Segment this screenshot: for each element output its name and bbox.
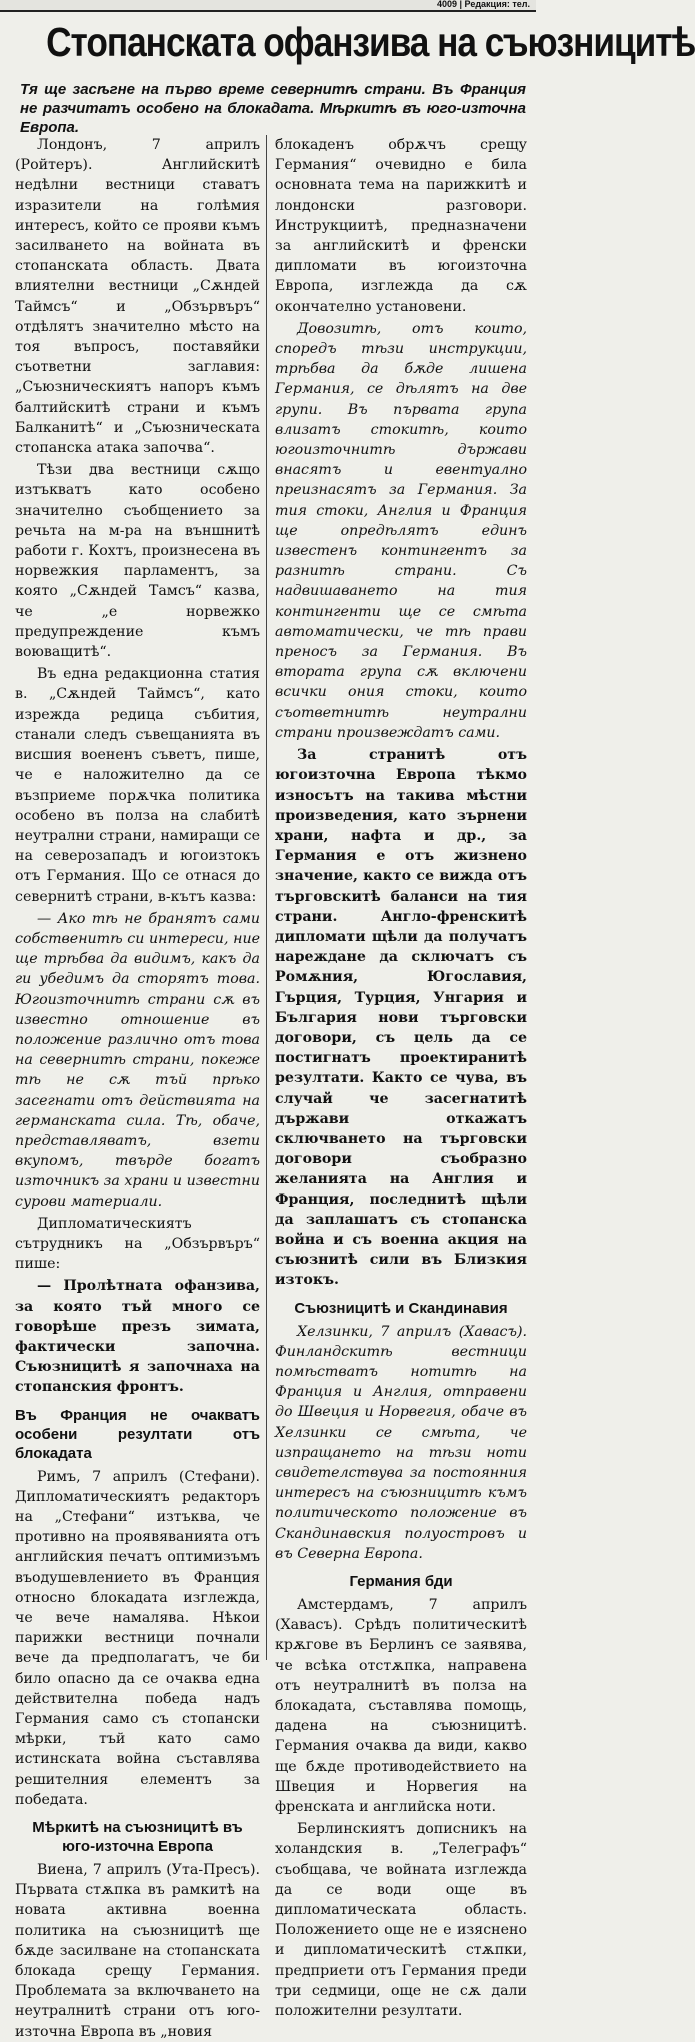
article-paragraph: Римъ, 7 априлъ (Стефани). Дипломатическиятъ редакторъ на „Стефани“ изтъква, че противно на проявяванията отъ английския печатъ оптимизъмъ въодушевлението въ Франция относно блокадата изглежда, че вече намалява. Нѣкои парижки вестници почнали вече да предполагатъ, че би било опасно да се очаква една действителна победа надъ Германия само съ стопански мѣрки, тъй като само истинската война съставлява решителния елементъ за победата. — [15, 1468, 260, 1808]
subheadline: Тя ще засѣгне на първо време севернитѣ страни. Въ Франция не разчитатъ особено на блокадата. Мѣркитѣ въ юго-източна Европа. — [20, 81, 526, 136]
article-quote: — Пролѣтната офанзива, за която тъй много се говорѣше презъ зимата, фактически започна. Съюзницитѣ я започнаха на стопанския фронтъ. — [15, 1278, 260, 1396]
section-heading: Съюзницитѣ и Скандинавия — [294, 1299, 508, 1317]
section-heading: Германия бди — [349, 1573, 453, 1591]
article-paragraph: Амстердамъ, 7 априлъ (Хавасъ). Срѣдъ политическитѣ крѫгове въ Берлинъ се заявява, че всѣка отстѫпка, направена отъ неутралнитѣ въ полза на блокадата, съставлява помощь, дадена на съюзницитѣ. Германия очаква да види, какво ще бѫде противодействието на Швеция и Норвегия на френската и английска ноти. — [275, 1597, 527, 1816]
column-rule — [266, 135, 267, 1660]
article-paragraph: За странитѣ отъ югоизточна Европа тѣкмо износътъ на такива мѣстни произведения, като зърнени храни, нафта и др., за Германия е отъ жизнено значение, както се вижда отъ търговскитѣ баланси на тия страни. Англо-френскитѣ дипломати щѣли да получатъ нареждане да сключатъ съ Ромѫния, Югославия, Гърция, Турция, Унгария и България нови търговски договори, съ цель да се постигнатъ проектиранитѣ резултати. Както се чува, въ случай че засегнатитѣ държави откажатъ сключването на търговски договори съобразно желанията на Англия и Франция, последнитѣ щѣли да заплашатъ съ стопанска война и съ военна акция на съюзнитѣ сили въ Близкия изтокъ. — [275, 747, 527, 1289]
section-heading: Мѣркитѣ на съюзницитѣ въ юго-източна Европа — [32, 1819, 243, 1856]
article-paragraph: Виена, 7 априлъ (Ута-Пресъ). Първата стѫпка въ рамкитѣ на новата активна военна политика на съюзницитѣ ще бѫде засилване на стопанската блокада срещу Германия. Проблемата за включването на неутралнитѣ страни отъ юго-източна Европа въ „новия — [15, 1862, 260, 2040]
top-strip: 4009 | Редакция: тел. — [0, 0, 536, 12]
article-paragraph: Берлинскиятъ дописникъ на холандския в. „Телеграфъ“ съобщава, че войната изглежда да се води още въ дипломатическата область. Положението още не е изяснено и дипломатическитѣ стѫпки, предприети отъ Германия преди три седмици, още не сѫ дали положителни резултати. — [275, 1821, 527, 2020]
article-paragraph: Въ една редакционна статия в. „Сѫндей Таймсъ“, като изрежда редица събития, станали следъ съвещанията въ висшия воененъ съветъ, пише, че е наложително да се възприеме порѫчка политика особено въ полза на слабитѣ неутрални страни, намиращи се на северозападъ и югоизтокъ отъ Германия. Що се отнася до севернитѣ страни, в-кътъ казва: — [15, 666, 260, 905]
article-paragraph: Довозитѣ, отъ които, споредъ тѣзи инструкции, трѣбва да бѫде лишена Германия, се дѣлятъ на две групи. Въ първата група влизатъ стокитѣ, които югоизточнитѣ държави внасятъ и евентуално преизнасятъ за Германия. За тия стоки, Англия и Франция ще опредѣлятъ единъ известенъ контингентъ за разнитѣ страни. Съ надвишаването на тия контингенти ще се смѣта автоматически, че тѣ прави преносъ за Германия. Въ втората група сѫ включени всички ония стоки, които съответнитѣ неутрални страни произвеждатъ сами. — [275, 320, 527, 741]
article-paragraph: Хелзинки, 7 априлъ (Хавасъ). Финландскитѣ вестници помѣстватъ нотитѣ на Франция и Англия, отправени до Швеция и Норвегия, обаче въ Хелзинки се смѣта, че изпращането на тѣзи ноти свидетелствува за постоянния интересъ на съюзницитѣ къмъ политическото положение въ Скандинавския полуостровъ и въ Северна Европа. — [275, 1323, 527, 1562]
article-paragraph: Тѣзи два вестници сѫщо изтъкватъ като особено значително съобщението за речьта на м-ра на външнитѣ работи г. Кохтъ, произнесена въ норвежкия парламентъ, за която „Сѫндей Тамсъ“ казва, че „е норвежко предупреждение къмъ воюващитѣ“. — [15, 462, 260, 661]
article-paragraph: Дипломатическиятъ сътрудникъ на „Обзървъръ“ пише: — [15, 1215, 260, 1273]
article-quote: — Ако тѣ не бранятъ сами собственитѣ си интереси, ние ще трѣбва да видимъ, какъ да ги убедимъ да сторятъ това. Югоизточнитѣ страни сѫ въ известно отношение въ положение различно отъ това на севернитѣ страни, покеже тѣ не сѫ тъй прѣко засегнати отъ действията на германската сила. Тѣ, обаче, представляватъ, взети вкупомъ, твърде богатъ източникъ за храни и известни сурови материали. — [15, 910, 260, 1210]
article-paragraph: Лондонъ, 7 априлъ (Ройтеръ). Английскитѣ недѣлни вестници ставатъ изразители на голѣмия интересъ, който се прояви къмъ засилването на войната въ стопанската область. Двата влиятелни вестници „Сѫндей Таймсъ“ и „Обзървъръ“ отдѣлятъ значително мѣсто на тоя въпросъ, поставяйки съответни заглавия: „Съюзническиятъ напоръ къмъ балтийскитѣ страни и къмъ Балканитѣ“ и „Съюзническата стопанска атака започва“. — [15, 137, 260, 457]
right-column — [275, 135, 527, 2021]
article-paragraph: блокаденъ обрѫчъ срещу Германия“ очевидно е била основната тема на парижкитѣ и лондонски разговори. Инструкциитѣ, предназначени за английскитѣ и френски дипломати въ югоизточна Европа, изглежда да сѫ окончателно установени. — [275, 137, 527, 315]
headline: Стопанската офанзива на съюзницитѣ — [46, 19, 695, 65]
section-heading: Въ Франция не очакватъ особени резултати отъ блокадата — [15, 1406, 260, 1462]
left-column — [15, 135, 260, 2042]
